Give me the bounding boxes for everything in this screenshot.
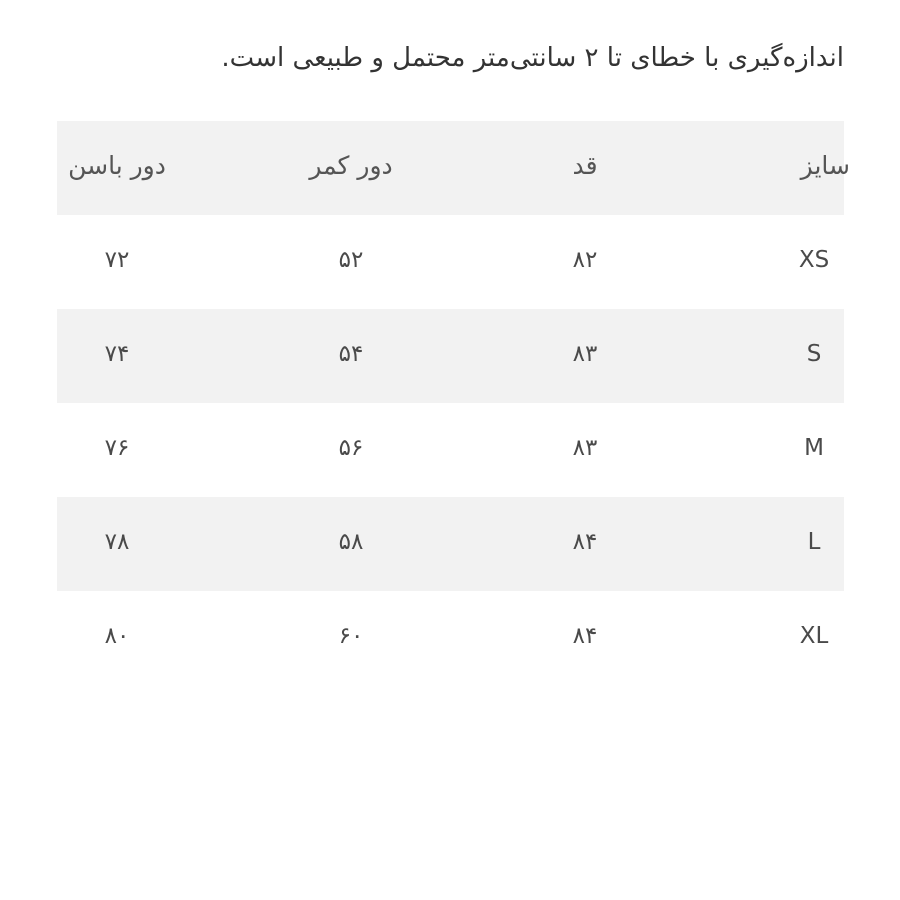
cell-hip: ۷۴ <box>104 341 130 367</box>
cell-hip: ۷۸ <box>104 529 130 555</box>
header-size: سایز <box>800 151 850 180</box>
cell-hip: ۷۲ <box>104 247 130 273</box>
size-chart-table <box>57 121 850 685</box>
cell-size: XL <box>799 623 829 649</box>
cell-height: ۸۲ <box>572 247 598 273</box>
table-row <box>57 309 844 403</box>
header-height: قد <box>572 151 598 180</box>
cell-height: ۸۳ <box>572 435 598 461</box>
cell-hip: ۷۶ <box>104 435 130 461</box>
cell-waist: ۵۴ <box>338 341 364 367</box>
cell-size: L <box>807 529 821 555</box>
cell-waist: ۵۲ <box>338 247 364 273</box>
table-row <box>57 497 844 591</box>
cell-size: S <box>806 341 822 367</box>
cell-waist: ۵۸ <box>338 529 364 555</box>
table-header-row <box>57 121 850 215</box>
cell-size: XS <box>798 247 830 273</box>
table-row <box>57 403 844 497</box>
cell-hip: ۸۰ <box>104 623 130 649</box>
header-hip: دور باسن <box>68 151 166 180</box>
cell-size: M <box>804 435 824 461</box>
cell-height: ۸۳ <box>572 341 598 367</box>
table-row <box>57 591 844 685</box>
cell-waist: ۶۰ <box>338 623 364 649</box>
measurement-note: اندازه‌گیری با خطای تا ۲ سانتی‌متر محتمل و طبیعی است. <box>221 43 844 73</box>
cell-waist: ۵۶ <box>338 435 364 461</box>
table-row <box>57 215 844 309</box>
header-waist: دور کمر <box>309 151 393 180</box>
cell-height: ۸۴ <box>572 529 598 555</box>
cell-height: ۸۴ <box>572 623 598 649</box>
